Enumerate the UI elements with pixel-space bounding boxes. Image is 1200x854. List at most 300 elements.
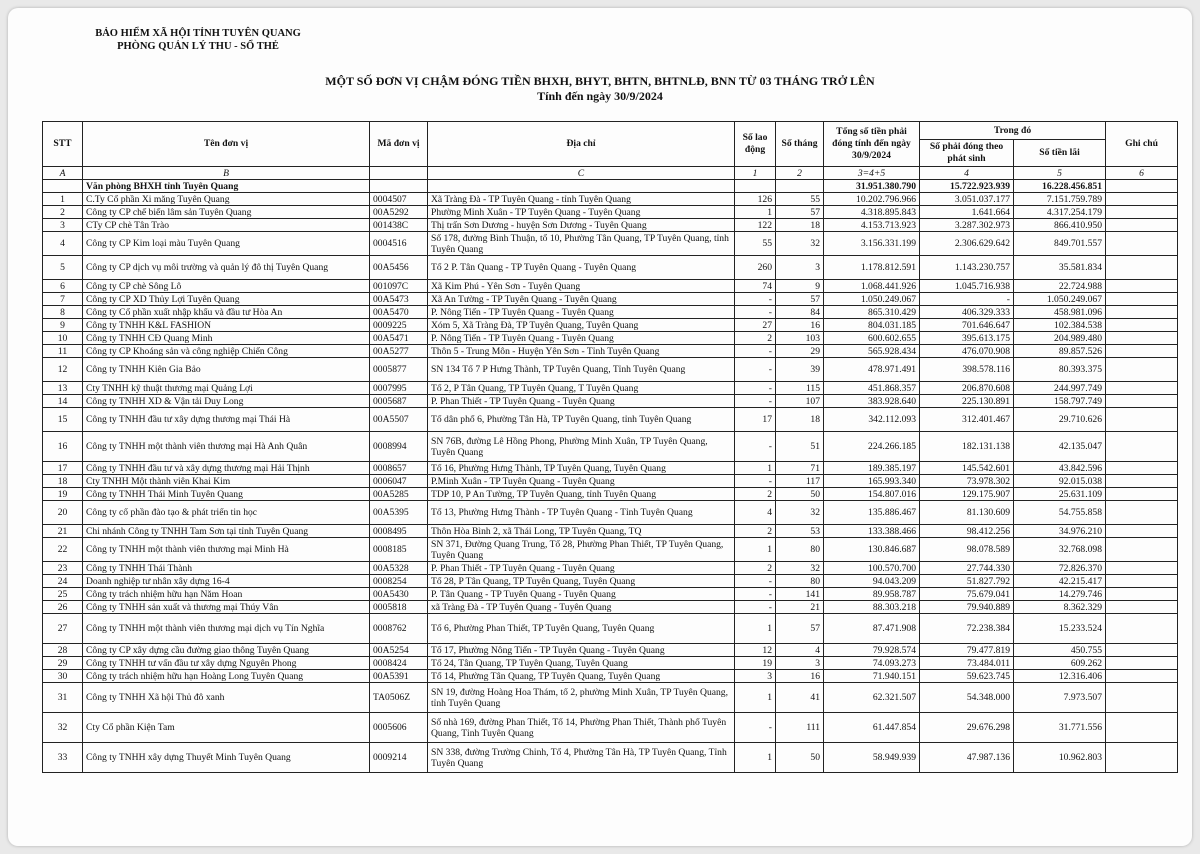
unit-address: P. Nông Tiến - TP Tuyên Quang - Tuyên Quang [428, 332, 735, 345]
worker-count: - [735, 588, 776, 601]
interest-amount: 450.755 [1014, 644, 1106, 657]
interest-amount: 458.981.096 [1014, 306, 1106, 319]
unit-name: Công ty CP chè Sông Lô [83, 280, 370, 293]
interest-amount: 849.701.557 [1014, 232, 1106, 256]
note [1106, 601, 1178, 614]
worker-count: - [735, 432, 776, 462]
unit-name: Công ty TNHH đầu tư xây dựng thương mại Thái Hà [83, 408, 370, 432]
total-amount: 74.093.273 [824, 657, 920, 670]
row-stt: 19 [43, 488, 83, 501]
unit-address: Xã Tràng Đà - TP Tuyên Quang - tỉnh Tuyên Quang [428, 193, 735, 206]
interest-amount: 92.015.038 [1014, 475, 1106, 488]
month-count: 111 [776, 713, 824, 743]
interest-amount: 54.755.858 [1014, 501, 1106, 525]
note [1106, 193, 1178, 206]
unit-code: 0008254 [370, 575, 428, 588]
header-address: Địa chỉ [428, 122, 735, 167]
unit-code: 00A5430 [370, 588, 428, 601]
unit-name: Công ty TNHH Xã hội Thủ đô xanh [83, 683, 370, 713]
unit-name: Công ty TNHH Thái Thành [83, 562, 370, 575]
interest-amount: 866.410.950 [1014, 219, 1106, 232]
row-stt: 23 [43, 562, 83, 575]
arising-amount: 2.306.629.642 [920, 232, 1014, 256]
arising-amount: 129.175.907 [920, 488, 1014, 501]
interest-amount: 15.233.524 [1014, 614, 1106, 644]
month-count: 50 [776, 488, 824, 501]
row-stt: 24 [43, 575, 83, 588]
month-count: 53 [776, 525, 824, 538]
unit-name: Công ty TNHH một thành viên thương mại Minh Hà [83, 538, 370, 562]
row-stt: 1 [43, 193, 83, 206]
arising-amount: - [920, 293, 1014, 306]
arising-amount: 75.679.041 [920, 588, 1014, 601]
arising-amount: 79.477.819 [920, 644, 1014, 657]
unit-code: 00A5471 [370, 332, 428, 345]
unit-name: Công ty TNHH Kiên Gia Bảo [83, 358, 370, 382]
arising-amount: 182.131.138 [920, 432, 1014, 462]
worker-count: 2 [735, 562, 776, 575]
unit-address: SN 134 Tổ 7 P Hưng Thành, TP Tuyên Quang, Tỉnh Tuyên Quang [428, 358, 735, 382]
unit-code: 0008657 [370, 462, 428, 475]
unit-code: 00A5254 [370, 644, 428, 657]
unit-code: 0006047 [370, 475, 428, 488]
table-row [43, 601, 1178, 614]
unit-name: Công ty TNHH K&L FASHION [83, 319, 370, 332]
note [1106, 670, 1178, 683]
worker-count: 19 [735, 657, 776, 670]
total-amount: 87.471.908 [824, 614, 920, 644]
table-row [43, 345, 1178, 358]
table-row [43, 475, 1178, 488]
month-count: 115 [776, 382, 824, 395]
row-stt: 17 [43, 462, 83, 475]
month-count: 107 [776, 395, 824, 408]
total-amount: 79.928.574 [824, 644, 920, 657]
note [1106, 395, 1178, 408]
table-row [43, 256, 1178, 280]
total-amount: 4.318.895.843 [824, 206, 920, 219]
note [1106, 256, 1178, 280]
header-unit-code: Mã đơn vị [370, 122, 428, 167]
total-amount: 89.958.787 [824, 588, 920, 601]
summary-total: 31.951.380.790 [824, 180, 920, 193]
month-count: 103 [776, 332, 824, 345]
month-count: 16 [776, 670, 824, 683]
table-row [43, 280, 1178, 293]
unit-address: Tổ 2, P Tân Quang, TP Tuyên Quang, T Tuyên Quang [428, 382, 735, 395]
interest-amount: 43.842.596 [1014, 462, 1106, 475]
worker-count: - [735, 345, 776, 358]
month-count: 57 [776, 614, 824, 644]
header-note: Ghi chú [1106, 122, 1178, 167]
row-stt: 28 [43, 644, 83, 657]
month-count: 9 [776, 280, 824, 293]
document-subtitle: Tính đến ngày 30/9/2024 [537, 89, 663, 103]
note [1106, 280, 1178, 293]
worker-count: - [735, 306, 776, 319]
unit-name: Công ty CP xây dựng cầu đường giao thông Tuyên Quang [83, 644, 370, 657]
note [1106, 408, 1178, 432]
arising-amount: 72.238.384 [920, 614, 1014, 644]
month-count: 21 [776, 601, 824, 614]
interest-amount: 31.771.556 [1014, 713, 1106, 743]
arising-amount: 27.744.330 [920, 562, 1014, 575]
interest-amount: 102.384.538 [1014, 319, 1106, 332]
arising-amount: 206.870.608 [920, 382, 1014, 395]
arising-amount: 476.070.908 [920, 345, 1014, 358]
arising-amount: 3.287.302.973 [920, 219, 1014, 232]
worker-count: 74 [735, 280, 776, 293]
unit-address: Số 178, đường Bình Thuận, tổ 10, Phường Tân Quang, TP Tuyên Quang, tỉnh Tuyên Quang [428, 232, 735, 256]
row-stt: 27 [43, 614, 83, 644]
unit-address: SN 76B, đường Lê Hồng Phong, Phường Minh Xuân, TP Tuyên Quang, Tuyên Quang [428, 432, 735, 462]
worker-count: 12 [735, 644, 776, 657]
unit-code: 0009214 [370, 743, 428, 773]
table-row [43, 575, 1178, 588]
note [1106, 219, 1178, 232]
table-row [43, 332, 1178, 345]
note [1106, 293, 1178, 306]
total-amount: 1.178.812.591 [824, 256, 920, 280]
table-row [43, 488, 1178, 501]
index-cell: 3=4+5 [824, 167, 920, 180]
month-count: 32 [776, 501, 824, 525]
arising-amount: 395.613.175 [920, 332, 1014, 345]
note [1106, 562, 1178, 575]
interest-amount: 72.826.370 [1014, 562, 1106, 575]
row-stt: 33 [43, 743, 83, 773]
month-count: 39 [776, 358, 824, 382]
worker-count: 1 [735, 743, 776, 773]
table-row [43, 395, 1178, 408]
interest-amount: 244.997.749 [1014, 382, 1106, 395]
department-name: PHÒNG QUẢN LÝ THU - SỔ THẺ [117, 41, 279, 52]
note [1106, 683, 1178, 713]
note [1106, 358, 1178, 382]
interest-amount: 10.962.803 [1014, 743, 1106, 773]
month-count: 3 [776, 657, 824, 670]
unit-address: Tổ dân phố 6, Phường Tân Hà, TP Tuyên Quang, tỉnh Tuyên Quang [428, 408, 735, 432]
unit-address: Tổ 6, Phường Phan Thiết, TP Tuyên Quang, Tuyên Quang [428, 614, 735, 644]
organization-header [68, 27, 328, 53]
interest-amount: 14.279.746 [1014, 588, 1106, 601]
total-amount: 3.156.331.199 [824, 232, 920, 256]
summary-row [43, 180, 1178, 193]
month-count: 80 [776, 575, 824, 588]
note [1106, 206, 1178, 219]
arising-amount: 701.646.647 [920, 319, 1014, 332]
unit-code: 001097C [370, 280, 428, 293]
row-stt: 9 [43, 319, 83, 332]
note [1106, 232, 1178, 256]
table-row [43, 206, 1178, 219]
unit-code: 00A5285 [370, 488, 428, 501]
unit-address: SN 371, Đường Quang Trung, Tổ 28, Phường Phan Thiết, TP Tuyên Quang, Tuyên Quang [428, 538, 735, 562]
unit-name: Công ty TNHH xây dựng Thuyết Minh Tuyên Quang [83, 743, 370, 773]
row-stt: 29 [43, 657, 83, 670]
header-interest: Số tiền lãi [1014, 140, 1106, 167]
row-stt: 22 [43, 538, 83, 562]
unit-name: Cty Cổ phần Kiện Tam [83, 713, 370, 743]
table-row [43, 501, 1178, 525]
unit-address: P.Minh Xuân - TP Tuyên Quang - Tuyên Quang [428, 475, 735, 488]
unit-code: 00A5473 [370, 293, 428, 306]
unit-address: P. Phan Thiết - TP Tuyên Quang - Tuyên Quang [428, 395, 735, 408]
row-stt: 4 [43, 232, 83, 256]
unit-address: Xóm 5, Xã Tràng Đà, TP Tuyên Quang, Tuyên Quang [428, 319, 735, 332]
total-amount: 10.202.796.966 [824, 193, 920, 206]
unit-code: 00A5277 [370, 345, 428, 358]
unit-address: Thôn Hòa Bình 2, xã Thái Long, TP Tuyên Quang, TQ [428, 525, 735, 538]
worker-count: 1 [735, 462, 776, 475]
table-row [43, 614, 1178, 644]
note [1106, 475, 1178, 488]
interest-amount: 35.581.834 [1014, 256, 1106, 280]
header-unit-name: Tên đơn vị [83, 122, 370, 167]
header-months: Số tháng [776, 122, 824, 167]
unit-name: Công ty CP XD Thủy Lợi Tuyên Quang [83, 293, 370, 306]
total-amount: 865.310.429 [824, 306, 920, 319]
unit-name: Cty TNHH kỹ thuật thương mại Quảng Lợi [83, 382, 370, 395]
interest-amount: 158.797.749 [1014, 395, 1106, 408]
index-cell: C [428, 167, 735, 180]
index-cell: 2 [776, 167, 824, 180]
arising-amount: 1.045.716.938 [920, 280, 1014, 293]
total-amount: 62.321.507 [824, 683, 920, 713]
total-amount: 565.928.434 [824, 345, 920, 358]
interest-amount: 609.262 [1014, 657, 1106, 670]
note [1106, 614, 1178, 644]
unit-address: P. Tân Quang - TP Tuyên Quang - Tuyên Quang [428, 588, 735, 601]
worker-count: - [735, 475, 776, 488]
arising-amount: 145.542.601 [920, 462, 1014, 475]
arising-amount: 59.623.745 [920, 670, 1014, 683]
arising-amount: 54.348.000 [920, 683, 1014, 713]
month-count: 32 [776, 562, 824, 575]
total-amount: 224.266.185 [824, 432, 920, 462]
worker-count: - [735, 358, 776, 382]
note [1106, 713, 1178, 743]
unit-name: Công ty TNHH một thành viên thương mại dịch vụ Tín Nghĩa [83, 614, 370, 644]
row-stt: 11 [43, 345, 83, 358]
arising-amount: 73.484.011 [920, 657, 1014, 670]
total-amount: 4.153.713.923 [824, 219, 920, 232]
note [1106, 525, 1178, 538]
interest-amount: 29.710.626 [1014, 408, 1106, 432]
summary-interest: 16.228.456.851 [1014, 180, 1106, 193]
unit-code: 001438C [370, 219, 428, 232]
interest-amount: 22.724.988 [1014, 280, 1106, 293]
document-title: MỘT SỐ ĐƠN VỊ CHẬM ĐÓNG TIỀN BHXH, BHYT, BHTN, BHTNLĐ, BNN TỪ 03 THÁNG TRỞ LÊN [325, 74, 875, 88]
month-count: 32 [776, 232, 824, 256]
unit-code: 00A5456 [370, 256, 428, 280]
total-amount: 478.971.491 [824, 358, 920, 382]
interest-amount: 34.976.210 [1014, 525, 1106, 538]
worker-count: - [735, 601, 776, 614]
arising-amount: 73.978.302 [920, 475, 1014, 488]
note [1106, 538, 1178, 562]
index-cell: 6 [1106, 167, 1178, 180]
worker-count: - [735, 395, 776, 408]
month-count: 51 [776, 432, 824, 462]
interest-amount: 1.050.249.067 [1014, 293, 1106, 306]
unit-code: 0004516 [370, 232, 428, 256]
note [1106, 575, 1178, 588]
note [1106, 644, 1178, 657]
interest-amount: 204.989.480 [1014, 332, 1106, 345]
note [1106, 306, 1178, 319]
unit-code: 0007995 [370, 382, 428, 395]
arising-amount: 312.401.467 [920, 408, 1014, 432]
unit-address: xã Tràng Đà - TP Tuyên Quang - Tuyên Quang [428, 601, 735, 614]
table-row [43, 562, 1178, 575]
arising-amount: 225.130.891 [920, 395, 1014, 408]
unit-name: Công ty CP dịch vụ môi trường và quản lý đô thị Tuyên Quang [83, 256, 370, 280]
month-count: 16 [776, 319, 824, 332]
unit-code: 0005818 [370, 601, 428, 614]
unit-address: Thôn 5 - Trung Môn - Huyện Yên Sơn - Tỉnh Tuyên Quang [428, 345, 735, 358]
month-count: 18 [776, 219, 824, 232]
row-stt: 32 [43, 713, 83, 743]
unit-name: Công ty TNHH đầu tư và xây dựng thương mại Hải Thịnh [83, 462, 370, 475]
month-count: 50 [776, 743, 824, 773]
unit-code: 00A5328 [370, 562, 428, 575]
row-stt: 25 [43, 588, 83, 601]
unit-code: 0009225 [370, 319, 428, 332]
month-count: 141 [776, 588, 824, 601]
unit-name: Cty TNHH Một thành viên Khai Kim [83, 475, 370, 488]
unit-name: C.Ty Cổ phần Xi măng Tuyên Quang [83, 193, 370, 206]
total-amount: 600.602.655 [824, 332, 920, 345]
worker-count: - [735, 293, 776, 306]
worker-count: 2 [735, 332, 776, 345]
table-row [43, 193, 1178, 206]
row-stt: 31 [43, 683, 83, 713]
unit-name: Công ty CP Kim loại màu Tuyên Quang [83, 232, 370, 256]
header-workers: Số lao động [735, 122, 776, 167]
total-amount: 88.303.218 [824, 601, 920, 614]
arising-amount: 29.676.298 [920, 713, 1014, 743]
table-row [43, 713, 1178, 743]
worker-count: 4 [735, 501, 776, 525]
note [1106, 501, 1178, 525]
worker-count: 2 [735, 488, 776, 501]
table-row [43, 358, 1178, 382]
worker-count: 1 [735, 614, 776, 644]
unit-code: 0008424 [370, 657, 428, 670]
unit-address: P. Phan Thiết - TP Tuyên Quang - Tuyên Quang [428, 562, 735, 575]
unit-address: Tổ 13, Phường Hưng Thành - TP Tuyên Quang - Tỉnh Tuyên Quang [428, 501, 735, 525]
row-stt: 12 [43, 358, 83, 382]
row-stt: 13 [43, 382, 83, 395]
header-of-which: Trong đó [920, 122, 1106, 140]
total-amount: 100.570.700 [824, 562, 920, 575]
unit-name: Công ty TNHH sản xuất và thương mại Thúy Vân [83, 601, 370, 614]
table-row [43, 432, 1178, 462]
arising-amount: 51.827.792 [920, 575, 1014, 588]
note [1106, 319, 1178, 332]
arising-amount: 47.987.136 [920, 743, 1014, 773]
org-name: BẢO HIỂM XÃ HỘI TỈNH TUYÊN QUANG [95, 28, 301, 39]
table-row [43, 293, 1178, 306]
unit-name: Công ty CP Khoáng sản và công nghiệp Chiến Công [83, 345, 370, 358]
unit-address: Tổ 17, Phường Nông Tiến - TP Tuyên Quang - Tuyên Quang [428, 644, 735, 657]
interest-amount: 12.316.406 [1014, 670, 1106, 683]
total-amount: 94.043.209 [824, 575, 920, 588]
worker-count: 1 [735, 206, 776, 219]
month-count: 29 [776, 345, 824, 358]
note [1106, 743, 1178, 773]
unit-name: Công ty Cổ phần xuất nhập khẩu và đầu tư Hòa An [83, 306, 370, 319]
total-amount: 451.868.357 [824, 382, 920, 395]
row-stt: 2 [43, 206, 83, 219]
row-stt: 16 [43, 432, 83, 462]
unit-address: Tổ 24, Tân Quang, TP Tuyên Quang, Tuyên Quang [428, 657, 735, 670]
note [1106, 432, 1178, 462]
table-row [43, 670, 1178, 683]
unit-name: Công ty cổ phần đào tạo & phát triển tin học [83, 501, 370, 525]
arising-amount: 1.143.230.757 [920, 256, 1014, 280]
interest-amount: 7.973.507 [1014, 683, 1106, 713]
worker-count: 55 [735, 232, 776, 256]
arising-amount: 1.641.664 [920, 206, 1014, 219]
month-count: 57 [776, 293, 824, 306]
total-amount: 154.807.016 [824, 488, 920, 501]
month-count: 3 [776, 256, 824, 280]
table-row [43, 588, 1178, 601]
arrears-table [42, 121, 1178, 773]
table-row [43, 219, 1178, 232]
index-cell: A [43, 167, 83, 180]
total-amount: 71.940.151 [824, 670, 920, 683]
total-amount: 189.385.197 [824, 462, 920, 475]
unit-address: Xã An Tường - TP Tuyên Quang - Tuyên Quang [428, 293, 735, 306]
unit-address: Tổ 14, Phường Tân Quang, TP Tuyên Quang, Tuyên Quang [428, 670, 735, 683]
note [1106, 332, 1178, 345]
unit-code: 0008762 [370, 614, 428, 644]
interest-amount: 42.135.047 [1014, 432, 1106, 462]
unit-name: Công ty TNHH một thành viên thương mại Hà Anh Quân [83, 432, 370, 462]
interest-amount: 7.151.759.789 [1014, 193, 1106, 206]
unit-address: Phường Minh Xuân - TP Tuyên Quang - Tuyên Quang [428, 206, 735, 219]
unit-address: P. Nông Tiến - TP Tuyên Quang - Tuyên Quang [428, 306, 735, 319]
unit-name: Công ty TNHH tư vấn đầu tư xây dựng Nguyên Phong [83, 657, 370, 670]
index-cell: 4 [920, 167, 1014, 180]
arising-amount: 79.940.889 [920, 601, 1014, 614]
unit-name: Công ty trách nhiệm hữu hạn Năm Hoan [83, 588, 370, 601]
unit-code: 0005687 [370, 395, 428, 408]
worker-count: 260 [735, 256, 776, 280]
row-stt: 7 [43, 293, 83, 306]
document-sheet [8, 8, 1192, 846]
interest-amount: 42.215.417 [1014, 575, 1106, 588]
summary-name: Văn phòng BHXH tỉnh Tuyên Quang [83, 180, 370, 193]
unit-code: 0008185 [370, 538, 428, 562]
unit-code: 0005606 [370, 713, 428, 743]
note [1106, 382, 1178, 395]
row-stt: 5 [43, 256, 83, 280]
table-row [43, 743, 1178, 773]
arising-amount: 3.051.037.177 [920, 193, 1014, 206]
table-row [43, 644, 1178, 657]
worker-count: - [735, 382, 776, 395]
unit-code: 00A5395 [370, 501, 428, 525]
arising-amount: 406.329.333 [920, 306, 1014, 319]
unit-name: Chi nhánh Công ty TNHH Tam Sơn tại tỉnh Tuyên Quang [83, 525, 370, 538]
note [1106, 488, 1178, 501]
summary-arising: 15.722.923.939 [920, 180, 1014, 193]
unit-address: TDP 10, P An Tường, TP Tuyên Quang, tỉnh Tuyên Quang [428, 488, 735, 501]
